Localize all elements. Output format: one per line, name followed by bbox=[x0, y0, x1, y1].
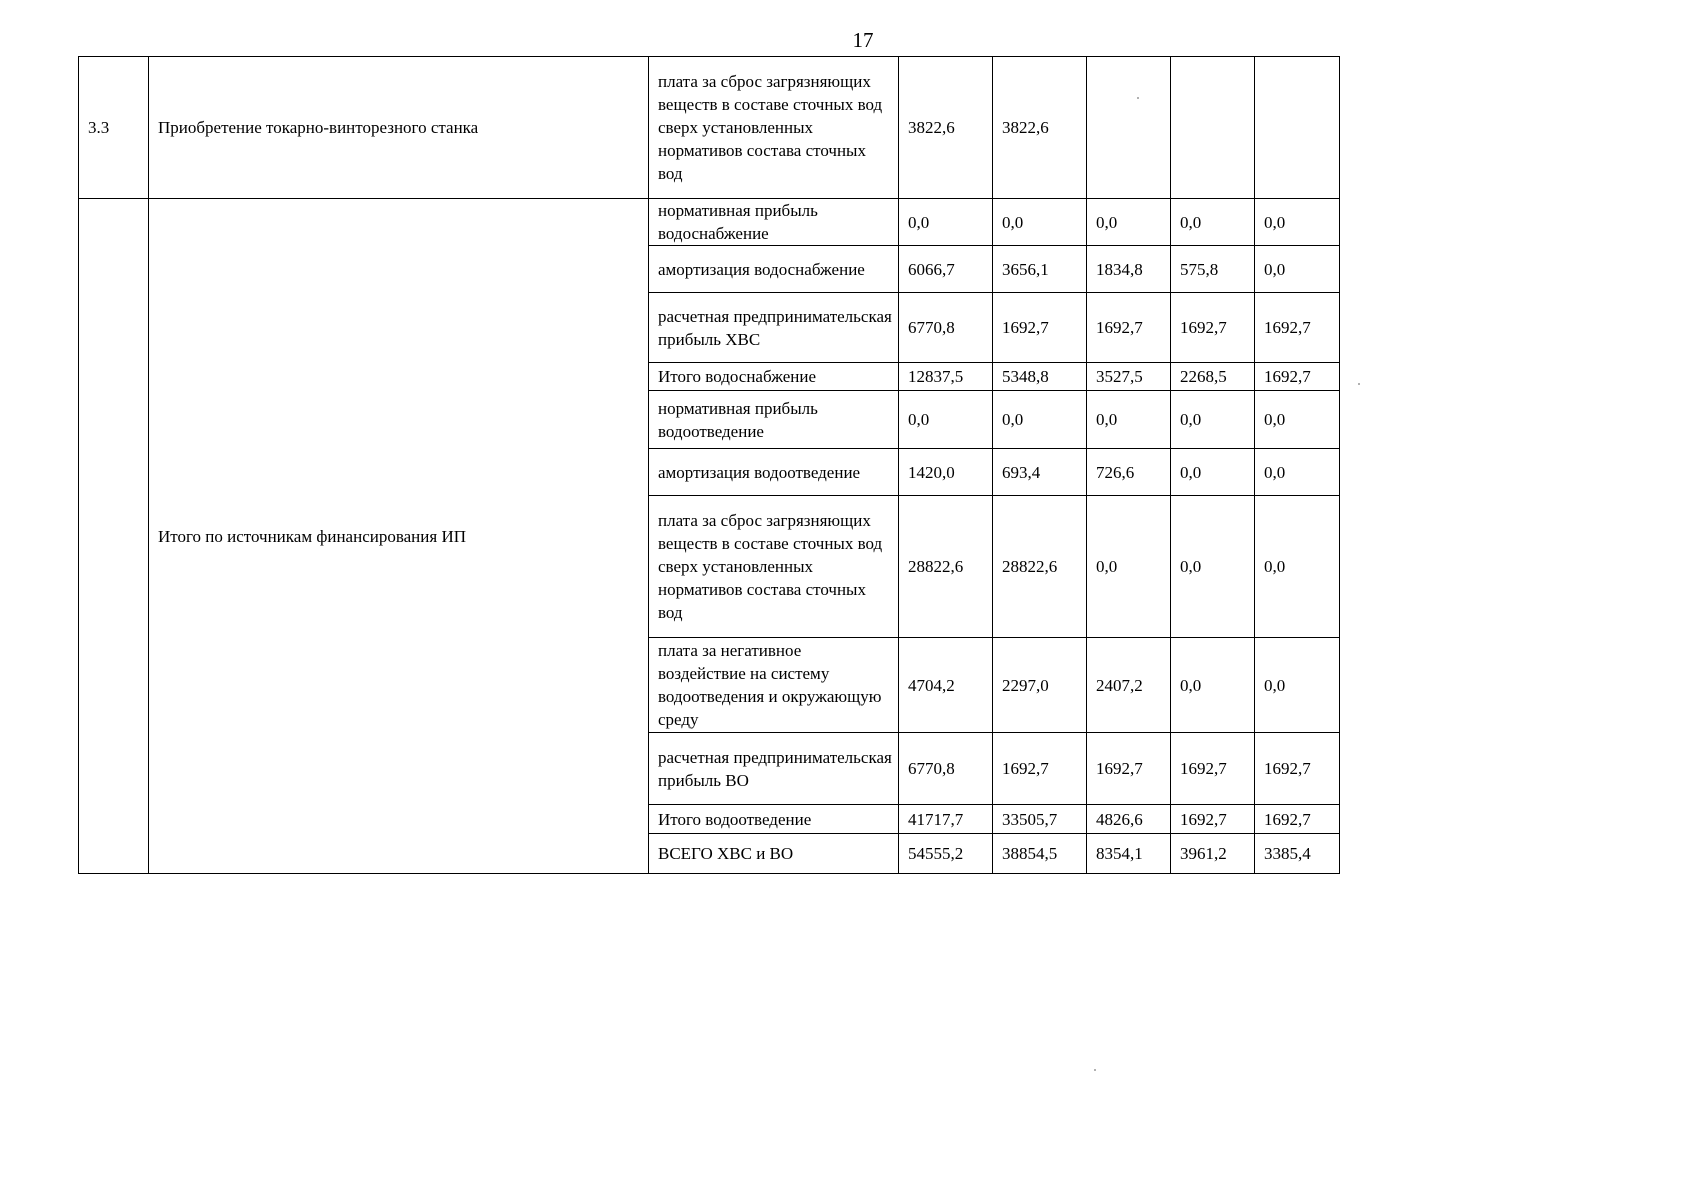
value-cell: 0,0 bbox=[1087, 391, 1171, 449]
value-cell: 3527,5 bbox=[1087, 363, 1171, 391]
value-cell: 5348,8 bbox=[993, 363, 1087, 391]
financing-table bbox=[78, 56, 1340, 874]
value-cell: 2297,0 bbox=[993, 638, 1087, 733]
table-row bbox=[79, 199, 1340, 246]
value-cell: 3822,6 bbox=[993, 57, 1087, 199]
value-cell: 1692,7 bbox=[1255, 805, 1340, 834]
scan-speck bbox=[1137, 97, 1139, 99]
scan-speck bbox=[1358, 383, 1360, 385]
value-cell: 1692,7 bbox=[1087, 293, 1171, 363]
value-cell: 1692,7 bbox=[1255, 293, 1340, 363]
value-cell: 0,0 bbox=[1255, 391, 1340, 449]
value-cell: 0,0 bbox=[993, 199, 1087, 246]
value-cell: 1692,7 bbox=[993, 293, 1087, 363]
value-cell: 4826,6 bbox=[1087, 805, 1171, 834]
value-cell: 575,8 bbox=[1171, 246, 1255, 293]
funding-source: расчетная предпринимательская прибыль ВО bbox=[649, 733, 899, 805]
funding-source: расчетная предпринимательская прибыль ХВС bbox=[649, 293, 899, 363]
value-cell: 2407,2 bbox=[1087, 638, 1171, 733]
summary-number-cell bbox=[79, 199, 149, 874]
value-cell bbox=[1171, 57, 1255, 199]
value-cell: 1692,7 bbox=[1087, 733, 1171, 805]
value-cell: 0,0 bbox=[1087, 199, 1171, 246]
value-cell: 0,0 bbox=[1255, 638, 1340, 733]
value-cell: 1692,7 bbox=[1255, 363, 1340, 391]
value-cell: 6066,7 bbox=[899, 246, 993, 293]
value-cell bbox=[1255, 57, 1340, 199]
value-cell: 3656,1 bbox=[993, 246, 1087, 293]
value-cell: 0,0 bbox=[1255, 199, 1340, 246]
funding-source: Итого водоотведение bbox=[649, 805, 899, 834]
value-cell bbox=[1087, 57, 1171, 199]
row-number: 3.3 bbox=[79, 57, 149, 199]
funding-source: нормативная прибыль водоснабжение bbox=[649, 199, 899, 246]
project-name: Приобретение токарно-винторезного станка bbox=[149, 57, 649, 199]
funding-source: плата за сброс загрязняющих веществ в составе сточных вод сверх установленных нормативов состава сточных вод bbox=[649, 496, 899, 638]
value-cell: 1692,7 bbox=[993, 733, 1087, 805]
value-cell: 1692,7 bbox=[1171, 805, 1255, 834]
value-cell: 0,0 bbox=[1255, 496, 1340, 638]
value-cell: 28822,6 bbox=[993, 496, 1087, 638]
value-cell: 6770,8 bbox=[899, 733, 993, 805]
value-cell: 41717,7 bbox=[899, 805, 993, 834]
funding-source: амортизация водоснабжение bbox=[649, 246, 899, 293]
value-cell: 0,0 bbox=[993, 391, 1087, 449]
funding-source: плата за негативное воздействие на систему водоотведения и окружающую среду bbox=[649, 638, 899, 733]
value-cell: 1834,8 bbox=[1087, 246, 1171, 293]
value-cell: 0,0 bbox=[1255, 246, 1340, 293]
value-cell: 6770,8 bbox=[899, 293, 993, 363]
value-cell: 693,4 bbox=[993, 449, 1087, 496]
value-cell: 1692,7 bbox=[1255, 733, 1340, 805]
value-cell: 0,0 bbox=[1255, 449, 1340, 496]
funding-source: ВСЕГО ХВС и ВО bbox=[649, 834, 899, 874]
value-cell: 33505,7 bbox=[993, 805, 1087, 834]
value-cell: 54555,2 bbox=[899, 834, 993, 874]
funding-source: амортизация водоотведение bbox=[649, 449, 899, 496]
value-cell: 1420,0 bbox=[899, 449, 993, 496]
scan-speck bbox=[1094, 1069, 1096, 1071]
value-cell: 3961,2 bbox=[1171, 834, 1255, 874]
value-cell: 1692,7 bbox=[1171, 733, 1255, 805]
value-cell: 726,6 bbox=[1087, 449, 1171, 496]
value-cell: 0,0 bbox=[1171, 449, 1255, 496]
funding-source: плата за сброс загрязняющих веществ в составе сточных вод сверх установленных нормативов состава сточных вод bbox=[649, 57, 899, 199]
value-cell: 28822,6 bbox=[899, 496, 993, 638]
value-cell: 0,0 bbox=[899, 199, 993, 246]
value-cell: 3385,4 bbox=[1255, 834, 1340, 874]
value-cell: 0,0 bbox=[1171, 199, 1255, 246]
value-cell: 8354,1 bbox=[1087, 834, 1171, 874]
value-cell: 0,0 bbox=[1171, 638, 1255, 733]
summary-name: Итого по источникам финансирования ИП bbox=[149, 199, 649, 874]
funding-source: нормативная прибыль водоотведение bbox=[649, 391, 899, 449]
funding-source: Итого водоснабжение bbox=[649, 363, 899, 391]
table-row-3-3 bbox=[79, 57, 1340, 199]
value-cell: 0,0 bbox=[1171, 391, 1255, 449]
value-cell: 12837,5 bbox=[899, 363, 993, 391]
value-cell: 2268,5 bbox=[1171, 363, 1255, 391]
value-cell: 3822,6 bbox=[899, 57, 993, 199]
value-cell: 0,0 bbox=[899, 391, 993, 449]
value-cell: 1692,7 bbox=[1171, 293, 1255, 363]
page-number: 17 bbox=[852, 28, 874, 52]
value-cell: 0,0 bbox=[1087, 496, 1171, 638]
value-cell: 38854,5 bbox=[993, 834, 1087, 874]
value-cell: 0,0 bbox=[1171, 496, 1255, 638]
value-cell: 4704,2 bbox=[899, 638, 993, 733]
